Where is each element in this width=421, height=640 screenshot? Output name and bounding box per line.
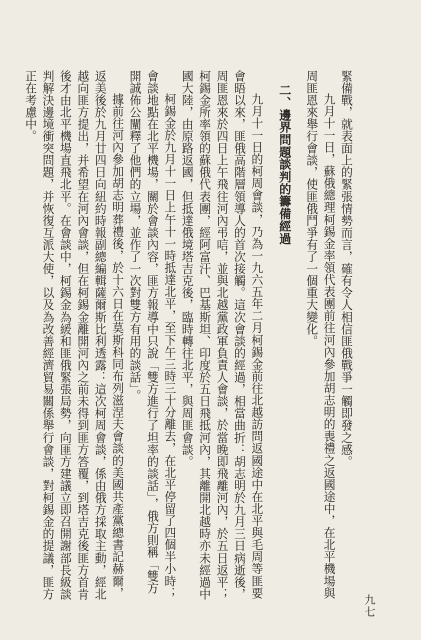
paragraph: 九月十一日，蘇俄總理柯錫金率領代表團前往河內參加胡志明的喪禮之返國途中，在北平機場與周匪恩來舉行會談，使匪俄鬥爭有了一個重大變化。 (305, 70, 337, 600)
paragraph: 據前往河內參加胡志明葬禮後，於十六日在莫斯科同布列滋涅夫會談的美國共產黨總書記赫爾，返美後於九月廿四日向紐約時報副總編輯薩爾斯比利透露：這次柯周會談，係由俄方採取主動，經北越向匪方提出，并希望在河內會談，但在柯錫金離開河內之前未得到匪方答覆，到塔吉克後匪方首肯後才由北平機場直飛北平。在會談中，柯錫金為緩和匪俄緊張局勢，向匪方建議立即召開謝部長級談判解決邊境衝突問題，并恢復互派大使，以及為改善經濟貿易關係舉行會談，對柯錫金的提議，匪方正在考慮中。 (24, 70, 126, 601)
section-heading: 二、邊界問題談判的籌備經過 (277, 84, 292, 245)
page-number: 九七 (363, 594, 376, 618)
body-text (24, 70, 355, 605)
paragraph: 柯錫金於九月十一日上午十一時抵達北平，至下午三時三十分離去，在北平停留了四個半小時；會談地點在北平機場，關於會談內容，匪方報導中只說「雙方進行了坦率的談話」，俄方則稱「雙方開誠佈公闡釋了他們的立場，並作了一次對雙方有用的談話」。 (128, 70, 178, 600)
paragraph-continued: 緊備戰，就表面上的緊張情勢而言，確有令人相信匪俄戰爭一觸即發之感。 (340, 70, 354, 468)
paragraph: 九月十一日的柯周會談，乃為一九六五年二月柯錫金前往北越訪問返國途中在北平與毛周等匪要會晤以來，匪俄高階層領導人的首次接觸。這次會談的經過，相當曲折：胡志明於九月三日病逝後，周匪恩來於四日上午飛往河內弔唁，並與北越黨政軍負責人會談，於當晚即飛離河內，於五日返平；柯錫金所率領的蘇俄代表團，經阿富汗、巴基斯坦、印度於五日飛抵河內，其離開北越時亦未經過中國大陸，由原路返國，但抵達俄境塔吉克後，臨時轉往北平，與周匪會談。 (180, 70, 265, 601)
